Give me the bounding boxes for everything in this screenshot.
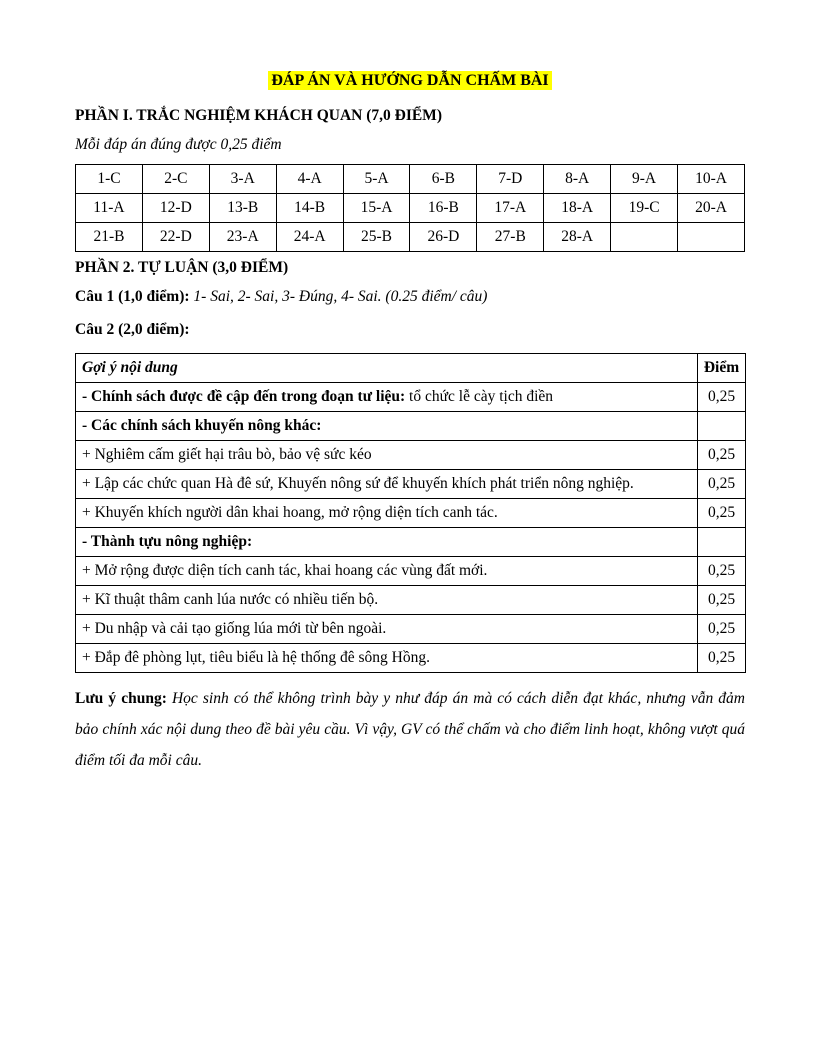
content-cell xyxy=(76,615,698,644)
content-bold: - Chính sách được đề cập đến trong đoạn tư liệu: xyxy=(82,387,406,405)
answer-cell: 3-A xyxy=(209,165,276,194)
answer-key-row xyxy=(76,194,745,223)
answer-cell: 7-D xyxy=(477,165,544,194)
table-row xyxy=(76,615,746,644)
answer-cell: 14-B xyxy=(276,194,343,223)
general-note-text: Học sinh có thể không trình bày y như đáp án mà có cách diễn đạt khác, nhưng vẫn đảm bảo chính xác nội dung theo đề bài yêu cầu. Vì vậy, GV có thể chấm và cho điểm linh hoạt, không vượt quá điểm tối đa mỗi câu. xyxy=(75,690,746,770)
content-text: tổ chức lễ cày tịch điền xyxy=(409,387,554,405)
answer-cell: 23-A xyxy=(209,223,276,252)
table-row xyxy=(76,557,746,586)
part1-heading: PHẦN I. TRẮC NGHIỆM KHÁCH QUAN (7,0 ĐIỂM) xyxy=(75,106,442,124)
content-cell xyxy=(76,644,698,673)
table-header-row xyxy=(76,354,746,383)
question2-label: Câu 2 (2,0 điểm): xyxy=(75,321,190,339)
content-cell xyxy=(76,586,698,615)
answer-cell: 15-A xyxy=(343,194,410,223)
table-row xyxy=(76,644,746,673)
question1-line xyxy=(75,287,745,308)
answer-cell: 25-B xyxy=(343,223,410,252)
question2-line xyxy=(75,320,745,341)
answer-cell: 9-A xyxy=(611,165,678,194)
content-text: + Mở rộng được diện tích canh tác, khai hoang các vùng đất mới. xyxy=(82,561,488,579)
table-row xyxy=(76,586,746,615)
table-row xyxy=(76,528,746,557)
answer-cell: 6-B xyxy=(410,165,477,194)
answer-cell: 17-A xyxy=(477,194,544,223)
question1-label: Câu 1 (1,0 điểm): xyxy=(75,288,190,306)
score-cell: 0,25 xyxy=(698,615,746,644)
score-cell: 0,25 xyxy=(698,470,746,499)
column-header-content: Gợi ý nội dung xyxy=(76,354,698,383)
score-cell: 0,25 xyxy=(698,557,746,586)
content-cell xyxy=(76,470,698,499)
answer-cell: 16-B xyxy=(410,194,477,223)
table-row xyxy=(76,412,746,441)
answer-cell: 22-D xyxy=(142,223,209,252)
table-row xyxy=(76,499,746,528)
general-note-label: Lưu ý chung: xyxy=(75,690,167,708)
grading-guide-table xyxy=(75,353,746,673)
answer-cell: 13-B xyxy=(209,194,276,223)
answer-cell: 11-A xyxy=(76,194,143,223)
content-text: + Du nhập và cải tạo giống lúa mới từ bên ngoài. xyxy=(82,619,387,637)
answer-cell: 2-C xyxy=(142,165,209,194)
document-title xyxy=(75,70,745,92)
content-cell xyxy=(76,528,698,557)
answer-cell: 10-A xyxy=(678,165,745,194)
table-row xyxy=(76,470,746,499)
answer-cell: 27-B xyxy=(477,223,544,252)
score-cell xyxy=(698,412,746,441)
score-cell: 0,25 xyxy=(698,586,746,615)
content-cell xyxy=(76,383,698,412)
answer-cell: 1-C xyxy=(76,165,143,194)
answer-cell: 28-A xyxy=(544,223,611,252)
table-row xyxy=(76,383,746,412)
content-text: + Lập các chức quan Hà đê sứ, Khuyến nông sứ để khuyến khích phát triển nông nghiệp. xyxy=(82,474,634,492)
answer-cell: 5-A xyxy=(343,165,410,194)
content-cell xyxy=(76,441,698,470)
part1-note: Mỗi đáp án đúng được 0,25 điểm xyxy=(75,135,282,153)
answer-cell xyxy=(611,223,678,252)
content-text: + Nghiêm cấm giết hại trâu bò, bảo vệ sức kéo xyxy=(82,445,372,463)
content-cell xyxy=(76,557,698,586)
content-text: + Đắp đê phòng lụt, tiêu biểu là hệ thống đê sông Hồng. xyxy=(82,648,430,666)
answer-cell: 18-A xyxy=(544,194,611,223)
content-bold: - Các chính sách khuyến nông khác: xyxy=(82,416,322,434)
content-cell xyxy=(76,412,698,441)
general-note xyxy=(75,683,745,776)
answer-key-table xyxy=(75,164,745,252)
content-bold: - Thành tựu nông nghiệp: xyxy=(82,532,253,550)
content-text: + Khuyến khích người dân khai hoang, mở rộng diện tích canh tác. xyxy=(82,503,498,521)
answer-cell: 19-C xyxy=(611,194,678,223)
score-cell: 0,25 xyxy=(698,383,746,412)
content-cell xyxy=(76,499,698,528)
content-text: + Kĩ thuật thâm canh lúa nước có nhiều tiến bộ. xyxy=(82,590,379,608)
score-cell: 0,25 xyxy=(698,644,746,673)
table-row xyxy=(76,441,746,470)
answer-cell: 4-A xyxy=(276,165,343,194)
score-cell xyxy=(698,528,746,557)
answer-cell: 8-A xyxy=(544,165,611,194)
answer-key-row xyxy=(76,223,745,252)
part2-heading: PHẦN 2. TỰ LUẬN (3,0 ĐIỂM) xyxy=(75,259,289,277)
answer-cell xyxy=(678,223,745,252)
question1-answer: 1- Sai, 2- Sai, 3- Đúng, 4- Sai. (0.25 điểm/ câu) xyxy=(193,288,488,306)
score-cell: 0,25 xyxy=(698,441,746,470)
column-header-score: Điểm xyxy=(698,354,746,383)
answer-cell: 12-D xyxy=(142,194,209,223)
answer-key-row xyxy=(76,165,745,194)
answer-cell: 26-D xyxy=(410,223,477,252)
answer-cell: 24-A xyxy=(276,223,343,252)
document-title-text: ĐÁP ÁN VÀ HƯỚNG DẪN CHẤM BÀI xyxy=(268,71,551,90)
answer-cell: 20-A xyxy=(678,194,745,223)
score-cell: 0,25 xyxy=(698,499,746,528)
answer-cell: 21-B xyxy=(76,223,143,252)
